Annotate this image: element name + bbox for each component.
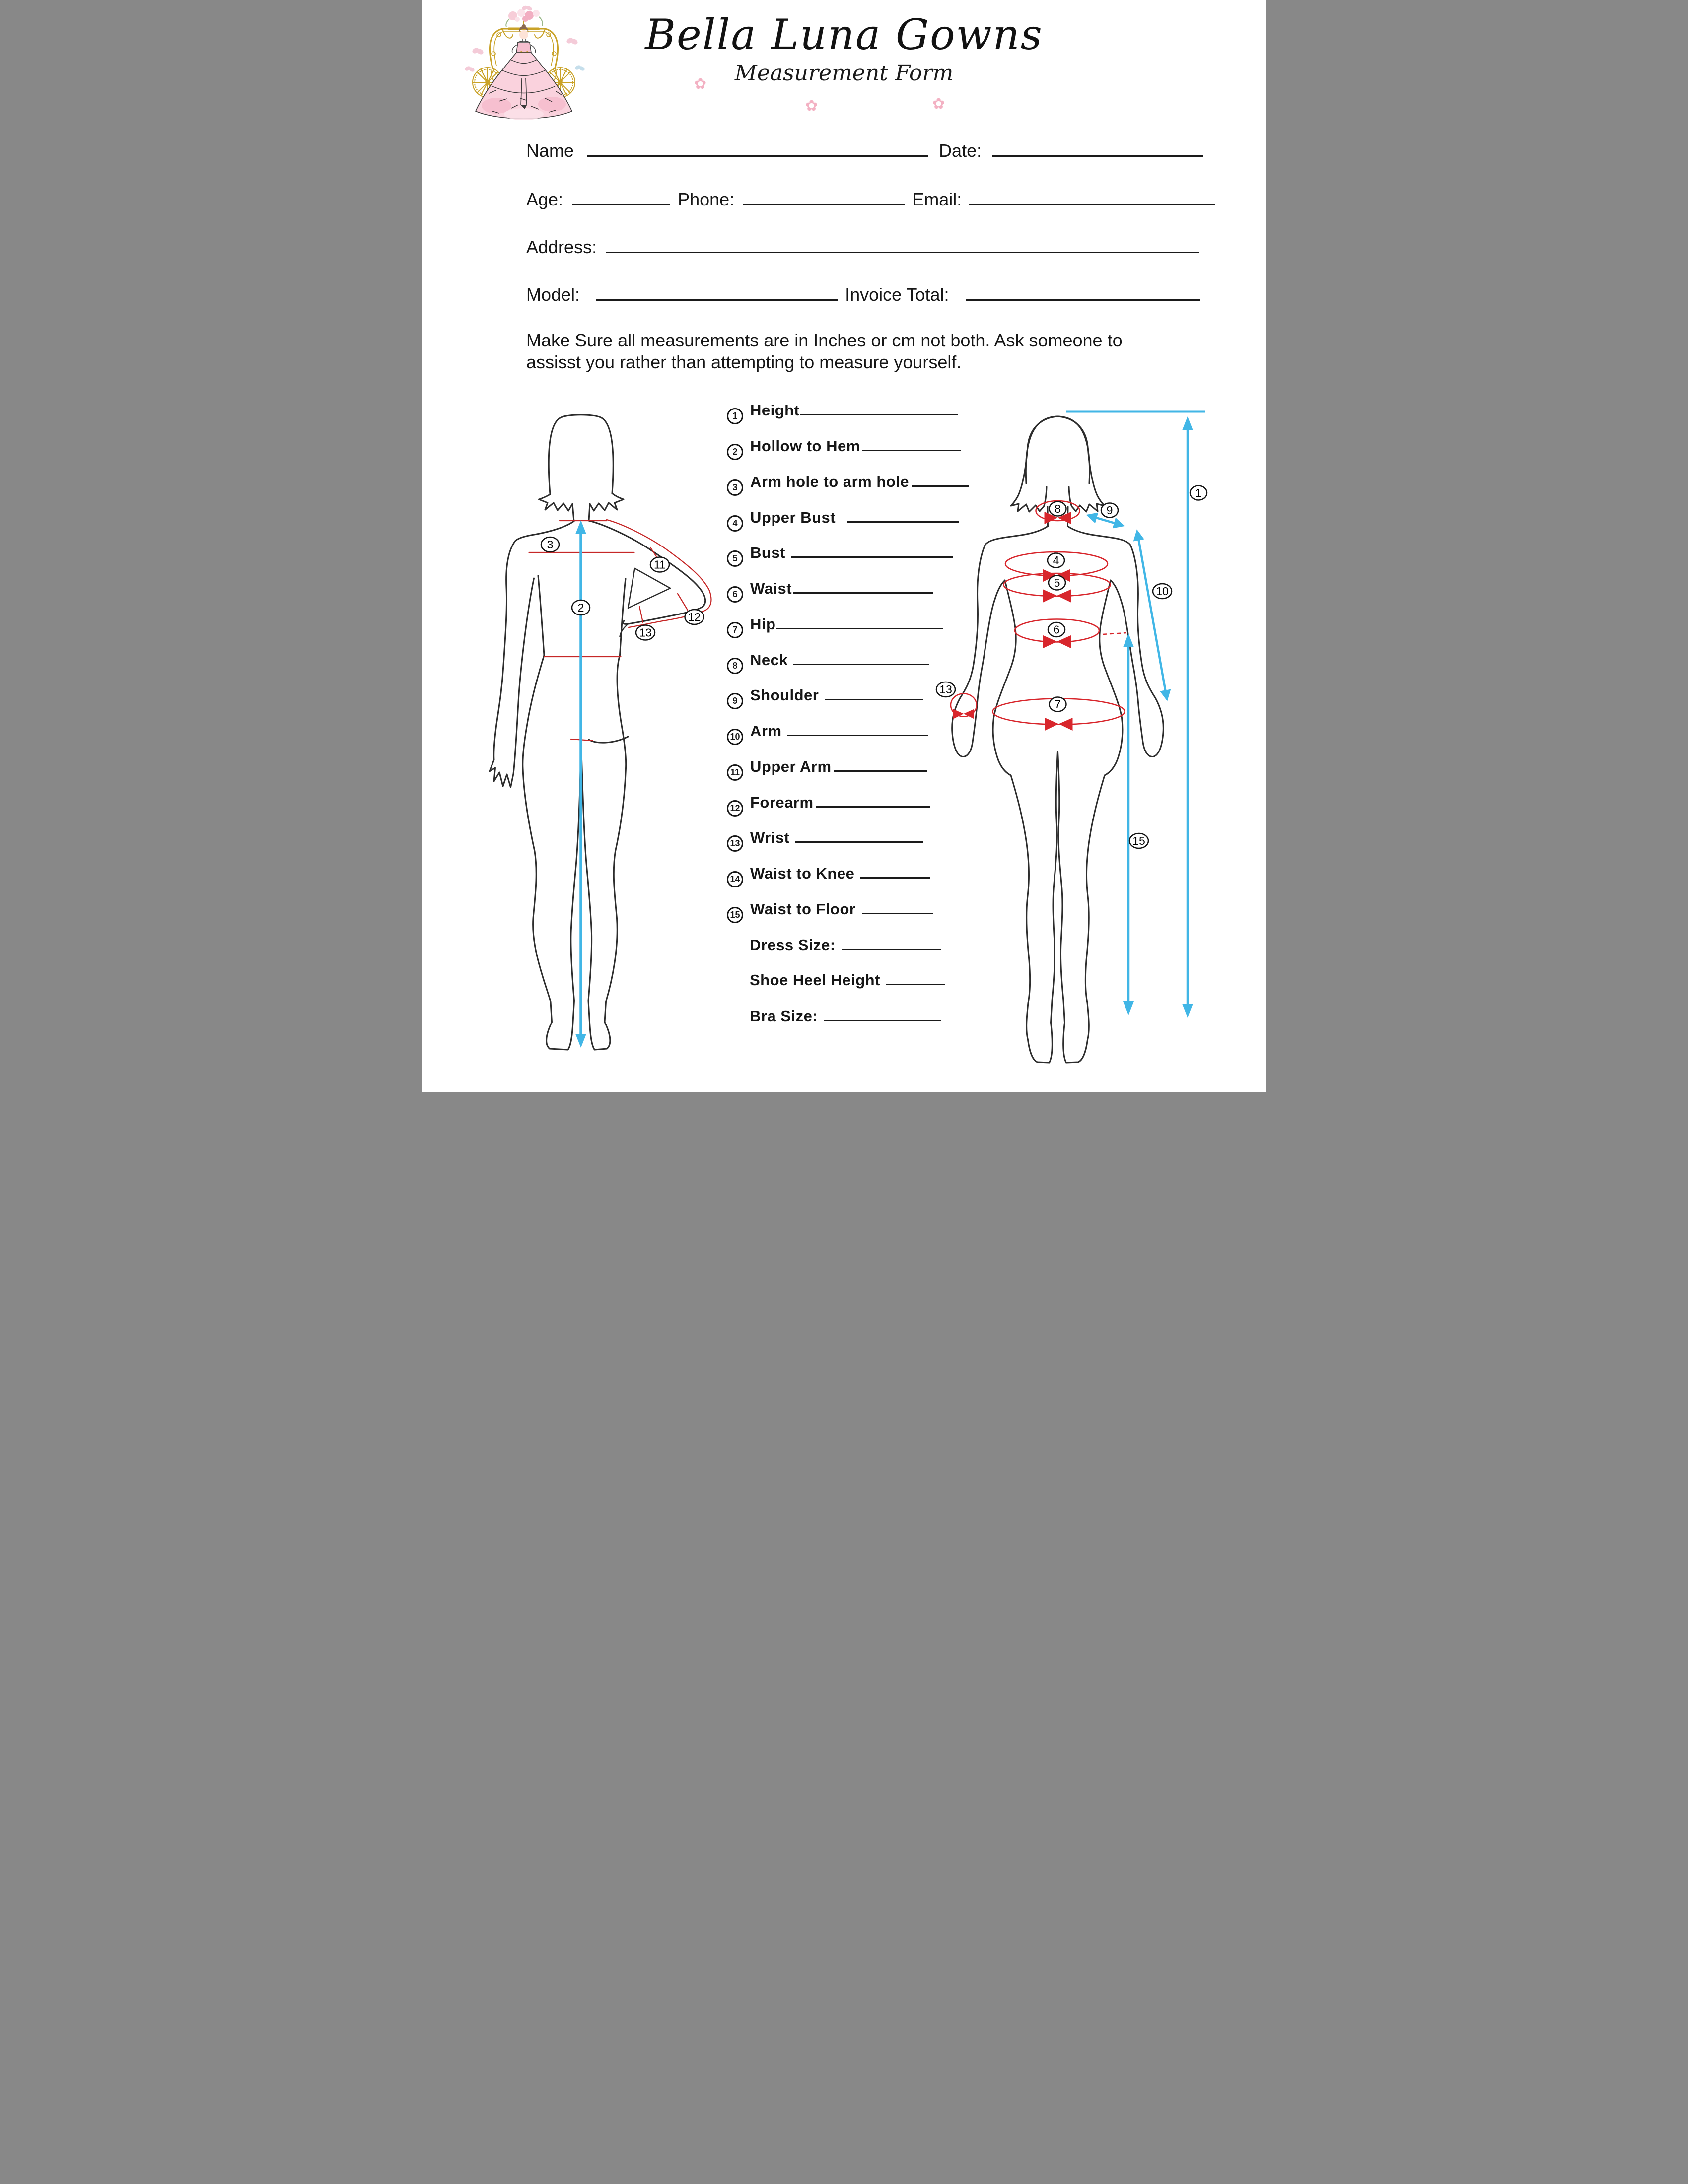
annotation-number: 11 bbox=[654, 558, 666, 571]
date-label: Date: bbox=[939, 140, 982, 161]
annotation-number: 12 bbox=[688, 611, 701, 623]
address-row bbox=[526, 235, 1199, 259]
measurement-item bbox=[727, 684, 923, 706]
measurement-item bbox=[727, 435, 961, 457]
measurement-item bbox=[727, 471, 969, 493]
measurement-item bbox=[727, 863, 930, 885]
item-number-badge: 2 bbox=[727, 444, 743, 460]
annotation-number: 13 bbox=[939, 683, 952, 696]
name-date-row bbox=[526, 139, 1203, 163]
item-number-badge: 9 bbox=[727, 693, 743, 709]
item-label: Dress Size: bbox=[750, 936, 836, 954]
annotation-number: 9 bbox=[1106, 504, 1113, 517]
value-input-line[interactable] bbox=[834, 769, 927, 772]
item-label: Upper Arm bbox=[750, 758, 832, 775]
wrist-tick bbox=[639, 607, 643, 622]
item-label: Neck bbox=[750, 651, 788, 669]
invoice-total-label: Invoice Total: bbox=[845, 284, 949, 305]
item-number-badge: 15 bbox=[727, 907, 743, 923]
item-label: Arm bbox=[750, 722, 782, 740]
item-number-badge: 8 bbox=[727, 658, 743, 674]
date-input-line[interactable] bbox=[992, 154, 1203, 157]
measurement-item bbox=[727, 400, 958, 421]
annotation-number: 1 bbox=[1195, 486, 1202, 499]
hollow-to-hem-arrow bbox=[575, 520, 586, 1048]
instruction-note-line2: assisst you rather than attempting to measure yourself. bbox=[526, 352, 962, 372]
measurement-form-page bbox=[422, 0, 1266, 1092]
item-label: Hip bbox=[750, 615, 776, 633]
annotation-number: 4 bbox=[1053, 554, 1059, 567]
item-label: Waist bbox=[750, 580, 792, 597]
item-label: Forearm bbox=[750, 794, 814, 811]
model-invoice-row bbox=[526, 283, 1200, 307]
age-input-line[interactable] bbox=[572, 203, 670, 205]
annotation-number: 13 bbox=[639, 626, 652, 639]
measurement-item bbox=[727, 578, 933, 600]
value-input-line[interactable] bbox=[776, 627, 943, 629]
annotation-number: 3 bbox=[547, 538, 554, 551]
item-number-badge: 14 bbox=[727, 871, 743, 887]
value-input-line[interactable] bbox=[862, 912, 933, 914]
item-number-badge: 7 bbox=[727, 622, 743, 638]
value-input-line[interactable] bbox=[787, 734, 928, 736]
item-number-badge: 4 bbox=[727, 515, 743, 532]
annotation-number: 8 bbox=[1055, 502, 1061, 515]
age-phone-email-row bbox=[526, 188, 1215, 211]
measurement-item bbox=[727, 649, 929, 671]
item-label: Bust bbox=[750, 544, 785, 561]
item-number-badge: 6 bbox=[727, 586, 743, 603]
forearm-tick bbox=[678, 594, 688, 610]
annotation-badges bbox=[936, 486, 1207, 849]
back-view-figure bbox=[482, 392, 730, 1062]
flower-icon: ✿ bbox=[805, 98, 818, 114]
annotation-number: 7 bbox=[1055, 698, 1061, 711]
address-input-line[interactable] bbox=[606, 251, 1199, 253]
annotation-number: 5 bbox=[1054, 576, 1060, 589]
annotation-number: 2 bbox=[577, 601, 584, 614]
form-subtitle: Measurement Form bbox=[734, 61, 954, 86]
item-label: Arm hole to arm hole bbox=[750, 473, 910, 490]
measurement-item bbox=[750, 969, 945, 991]
item-label: Hollow to Hem bbox=[750, 437, 860, 455]
phone-label: Phone: bbox=[678, 189, 735, 209]
email-label: Email: bbox=[912, 189, 962, 209]
email-input-line[interactable] bbox=[969, 203, 1215, 205]
name-label: Name bbox=[526, 140, 574, 161]
arm-length-arrow bbox=[1137, 533, 1167, 698]
measurement-item bbox=[727, 898, 933, 920]
measurement-item bbox=[727, 614, 943, 635]
item-label: Waist to Knee bbox=[750, 865, 855, 882]
item-label: Bra Size: bbox=[750, 1007, 818, 1024]
item-number-badge: 12 bbox=[727, 800, 743, 817]
measurement-item bbox=[750, 934, 941, 956]
invoice-total-input-line[interactable] bbox=[966, 298, 1200, 301]
age-label: Age: bbox=[526, 189, 563, 209]
value-input-line[interactable] bbox=[842, 948, 941, 950]
measurement-item bbox=[727, 827, 923, 849]
measurement-item bbox=[727, 720, 928, 742]
brand-title: Bella Luna Gowns bbox=[645, 10, 1043, 59]
body-outline bbox=[490, 415, 705, 1050]
item-label: Wrist bbox=[750, 829, 790, 846]
model-label: Model: bbox=[526, 284, 580, 305]
flower-icon: ✿ bbox=[694, 76, 707, 92]
measurement-item bbox=[727, 756, 927, 778]
item-label: Upper Bust bbox=[750, 509, 836, 526]
annotation-number: 15 bbox=[1132, 834, 1145, 847]
item-number-badge: 11 bbox=[727, 764, 743, 781]
waist-extension-dashed bbox=[1103, 633, 1126, 634]
item-number-badge: 13 bbox=[727, 835, 743, 852]
value-input-line[interactable] bbox=[793, 663, 929, 665]
measurement-item bbox=[727, 507, 959, 529]
annotation-number: 6 bbox=[1053, 623, 1060, 636]
measurement-guides bbox=[529, 520, 711, 741]
value-input-line[interactable] bbox=[860, 876, 930, 879]
name-input-line[interactable] bbox=[587, 154, 928, 157]
value-input-line[interactable] bbox=[793, 591, 933, 594]
address-label: Address: bbox=[526, 237, 597, 257]
measurement-item bbox=[727, 542, 953, 564]
item-label: Waist to Floor bbox=[750, 900, 856, 918]
value-input-line[interactable] bbox=[825, 698, 923, 700]
item-number-badge: 3 bbox=[727, 479, 743, 496]
measure-arrows bbox=[1066, 412, 1205, 1018]
item-label: Shoulder bbox=[750, 686, 819, 704]
model-input-line[interactable] bbox=[596, 298, 838, 301]
logo-illustration bbox=[462, 4, 586, 126]
item-label: Height bbox=[750, 402, 800, 419]
measurement-item bbox=[727, 792, 930, 814]
value-input-line[interactable] bbox=[791, 555, 953, 558]
value-input-line[interactable] bbox=[824, 1019, 941, 1021]
measurement-item bbox=[750, 1005, 941, 1027]
value-input-line[interactable] bbox=[795, 840, 923, 843]
item-number-badge: 10 bbox=[727, 729, 743, 745]
phone-input-line[interactable] bbox=[743, 203, 905, 205]
item-number-badge: 5 bbox=[727, 550, 743, 567]
flower-icon: ✿ bbox=[932, 96, 945, 112]
front-view-figure bbox=[933, 392, 1236, 1077]
item-label: Shoe Heel Height bbox=[750, 971, 880, 989]
instruction-note-line1: Make Sure all measurements are in Inches or cm not both. Ask someone to bbox=[526, 330, 1123, 350]
item-number-badge: 1 bbox=[727, 408, 743, 424]
gown-girl-icon bbox=[476, 24, 572, 120]
annotation-number: 10 bbox=[1156, 585, 1169, 598]
value-input-line[interactable] bbox=[816, 805, 930, 808]
